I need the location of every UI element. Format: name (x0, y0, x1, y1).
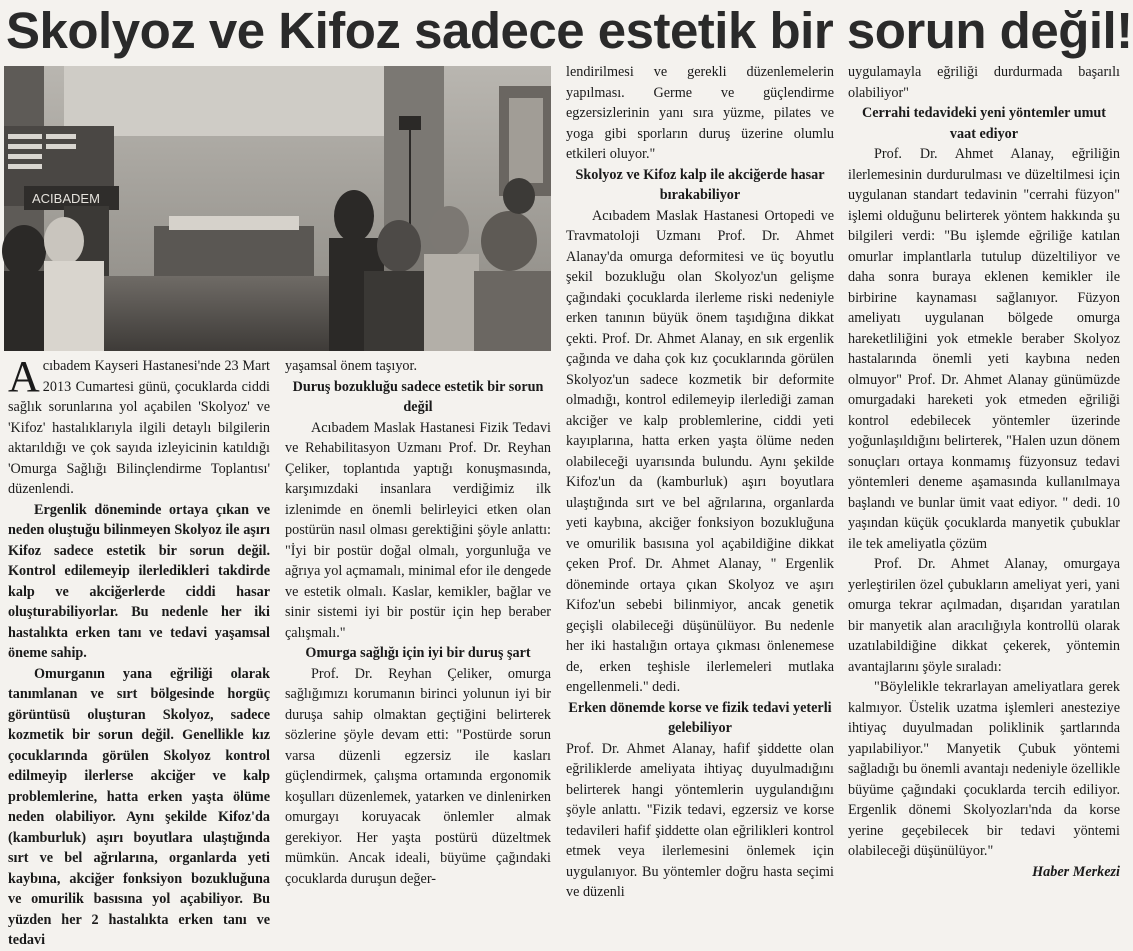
drop-cap: A (8, 352, 40, 401)
article-column-1 (8, 352, 270, 948)
subheading: Erken dönemde korse ve fizik tedavi yeterli gelebiliyor (568, 699, 832, 736)
article-paragraph: lendirilmesi ve gerekli düzenlemelerin yapılması. Germe ve güçlendirme egzersizlerinin yanı sıra yüzme, pilates ve yoga gibi sporların duruş üzerine olumlu etkileri oluyor." (566, 64, 834, 162)
article-paragraph: "Böylelikle tekrarlayan ameliyatlara gerek kalmıyor. Üstelik uzatma işlemleri anesteziye ihtiyaç duyulmadan poliklinik şartlarında yapılabiliyor." Manyetik Çubuk yöntemi sağladığı bu önemli avantajı nedeniyle özellikle büyüme çağındaki çocuklarda tercih ediliyor. Ergenlik dönemi Skolyozları'nda da korse yerine geçebilecek bir tedavi yöntemi olabileceği düşünülüyor." (848, 679, 1120, 859)
subheading: Duruş bozukluğu sadece estetik bir sorun değil (292, 378, 544, 415)
article-intro-paragraph (8, 352, 270, 500)
conference-photo-graphic (4, 66, 551, 351)
article-paragraph: uygulamayla eğriliği durdurmada başarılı olabiliyor" (848, 64, 1120, 101)
article-paragraph: Omurganın yana eğriliği olarak tanımlanan ve sırt bölgesinde horgüç görüntüsü oluşturan Skolyoz, sadece kozmetik bir sorun değil. Genellikle kız çocuklarında görülen Skolyoz kontrol edilmeyip ilerlerse akciğer ve kalp problemlerine, hatta erken yaşta ölüme neden olabiliyor. Aynı şekilde Kifoz'da (kamburluk) aşırı boyutlara ulaştığında sırt ve bel ağrılarına, organlarda yeti kaybına, akciğer fonksiyon bozukluğuna ve omurilik basısına yol açabiliyor. Bu yüzden her 2 hastalıkta erken tanı ve tedavi (8, 665, 270, 948)
article-paragraph: Prof. Dr. Reyhan Çeliker, omurga sağlığımızı korumanın birinci yolunun iyi bir duruşa sahip olmaktan geçtiğini belirterek sözlerine şöyle devam etti: "Postürde sorun varsa düzenli egzersiz ile kasları güçlendirmek, çalışma ortamında ergonomik koşulları düzenlemek, yatarken ve dinlenirken omurgayı koruyacak önlemler almak gerekiyor. Her yaşta postürü düzeltmek mümkün. Ancak ideali, büyüme çağındaki çocuklarda duruşun değer- (285, 665, 551, 887)
article-column-3 (566, 62, 834, 900)
article-paragraph: Prof. Dr. Ahmet Alanay, hafif şiddette olan eğriliklerde ameliyata ihtiyaç duyulmadığını belirterek hangi yöntemlerin uygulandığını şöyle anlattı. "Fizik tedavi, egzersiz ve korse tedavileri hafif şiddette olan eğrilikleri kontrol etmek veya ilerlemesini önlemek için uygulanıyor. Bu yöntemler doğru hasta seçimi ve düzenli (566, 740, 834, 900)
intro-text: cıbadem Kayseri Hastanesi'nde 23 Mart 2013 Cumartesi günü, çocuklarda ciddi sağlık sorunlarına yol açabilen 'Skolyoz' ve 'Kifoz' hastalıklarıyla ilgili detaylı bilgilerin aktarıldığı ve çok sayıda izleyicinin katıldığı 'Omurga Sağlığı Bilinçlendirme Toplantısı' düzenlendi. (8, 358, 270, 497)
byline: Haber Merkezi (1032, 863, 1120, 880)
conference-photo (4, 66, 551, 351)
subheading: Skolyoz ve Kifoz kalp ile akciğerde hasar bırakabiliyor (575, 166, 825, 203)
article-paragraph: yaşamsal önem taşıyor. (285, 358, 417, 374)
article-column-2 (285, 356, 551, 887)
headline: Skolyoz ve Kifoz sadece estetik bir sorun değil! (6, 2, 1133, 59)
article-paragraph: Acıbadem Maslak Hastanesi Fizik Tedavi ve Rehabilitasyon Uzmanı Prof. Dr. Reyhan Çeliker, toplantıda yaptığı konuşmasında, karşımızdaki insanlara verdiğimiz ilk izlenimde en önemli belirleyici etken olan postürün nasıl olması gerektiğini şöyle anlattı: "İyi bir postür doğal olmalı, yorgunluğa ve ağrıya yol açmamalı, minimal efor ile dengede ve estetik olmalı. Kaslar, kemikler, bağlar ve sinir sistemi iyi bir postür için hep beraber çalışmalı." (285, 419, 551, 641)
article-paragraph: Prof. Dr. Ahmet Alanay, eğriliğin ilerlemesinin durdurulması ve düzeltilmesi için uygulanan standart tedavinin "cerrahi füzyon" işlemi olduğunu belirterek yöntem hakkında şu bilgileri verdi: "Bu işlemde eğriliğe katılan omurlar implantlarla tutulup düzeltiliyor ve daha sonra buraya eklenen kemikler ile birbirine kaynaması sağlanıyor. Füzyon ameliyatı uygulanan bölgede omurga hareketliliğini yok etmekle beraber Skolyoz hastalarında önemli yeti kaybına neden olmuyor" Prof. Dr. Ahmet Alanay günümüzde omurgadaki hareketi yok etmeden eğriliği kontrol edebilecek yöntemler üzerinde yoğunlaşıldığını belirterek, "Halen uzun dönem sonuçları ortaya konmamış füzyonsuz tedavi yöntemleri deneme aşamasında kullanılmaya başlandı ve bunlar ümit vaat ediyor. " dedi. 10 yaşından küçük çocuklarda manyetik çubuklar ile tek ameliyatla çözüm (848, 146, 1120, 552)
banner-text: ACIBADEM (32, 191, 100, 206)
subheading: Omurga sağlığı için iyi bir duruş şart (305, 645, 531, 661)
article-column-4 (848, 62, 1120, 880)
article-paragraph: Acıbadem Maslak Hastanesi Ortopedi ve Travmatoloji Uzmanı Prof. Dr. Ahmet Alanay'da omurga deformitesi ve üç boyutlu şekil bozukluğu olan Skolyoz'un gelişme çağındaki çocuklarda ilerleme riski nedeniyle erken tanının büyük önem taşıdığına dikkat çekti. Prof. Dr. Ahmet Alanay, en sık ergenlik çağında ve daha çok kız çocuklarında görülen Skolyoz'un sadece kozmetik bir deformite olmadığı, kontrol edilemeyip ilerlediği zaman akciğer ve kalp problemlerine, ciddi yeti kayıplarına, hatta erken yaşta ölüme neden olabileceği uyarısında bulundu. Aynı şekilde Kifoz'un da (kamburluk) aşırı boyutlara ulaştığında sırt ve bel ağrılarına, organlarda yeti kaybına, akciğer fonksiyon bozukluğuna ve omurilik basısına yol açabildiğine dikkat çeken Prof. Dr. Ahmet Alanay, " Ergenlik döneminde ortaya çıkan Skolyoz ve aşırı Kifoz'un sebebi bilinmiyor, ancak genetik geçişli olabileceği düşünülüyor. Bu nedenle her iki hastalığın ortaya çıkması önlenemese de, erken teşhisle ilerlemeleri mutlaka engellenmeli." dedi. (566, 207, 834, 695)
subheading: Cerrahi tedavideki yeni yöntemler umut vaat ediyor (861, 105, 1107, 142)
article-paragraph: Ergenlik döneminde ortaya çıkan ve neden oluştuğu bilinmeyen Skolyoz ile aşırı Kifoz sadece estetik bir sorun değil. Kontrol edilemeyip ilerledikleri takdirde kalp ve akciğerlerde ciddi hasar oluşturabiliyorlar. Bu nedenle her iki hastalıkta erken tanı ve tedavi yaşamsal öneme sahip. (8, 501, 270, 661)
article-paragraph: Prof. Dr. Ahmet Alanay, omurgaya yerleştirilen özel çubukların ameliyat yeri, yani omurga tekrar açılmadan, dışarıdan yaratılan bir manyetik alan aracılığıyla kontrollü olarak uzatılabildiğine dikkat çekerek, yöntemin avantajlarını şöyle sıraladı: (848, 556, 1120, 675)
